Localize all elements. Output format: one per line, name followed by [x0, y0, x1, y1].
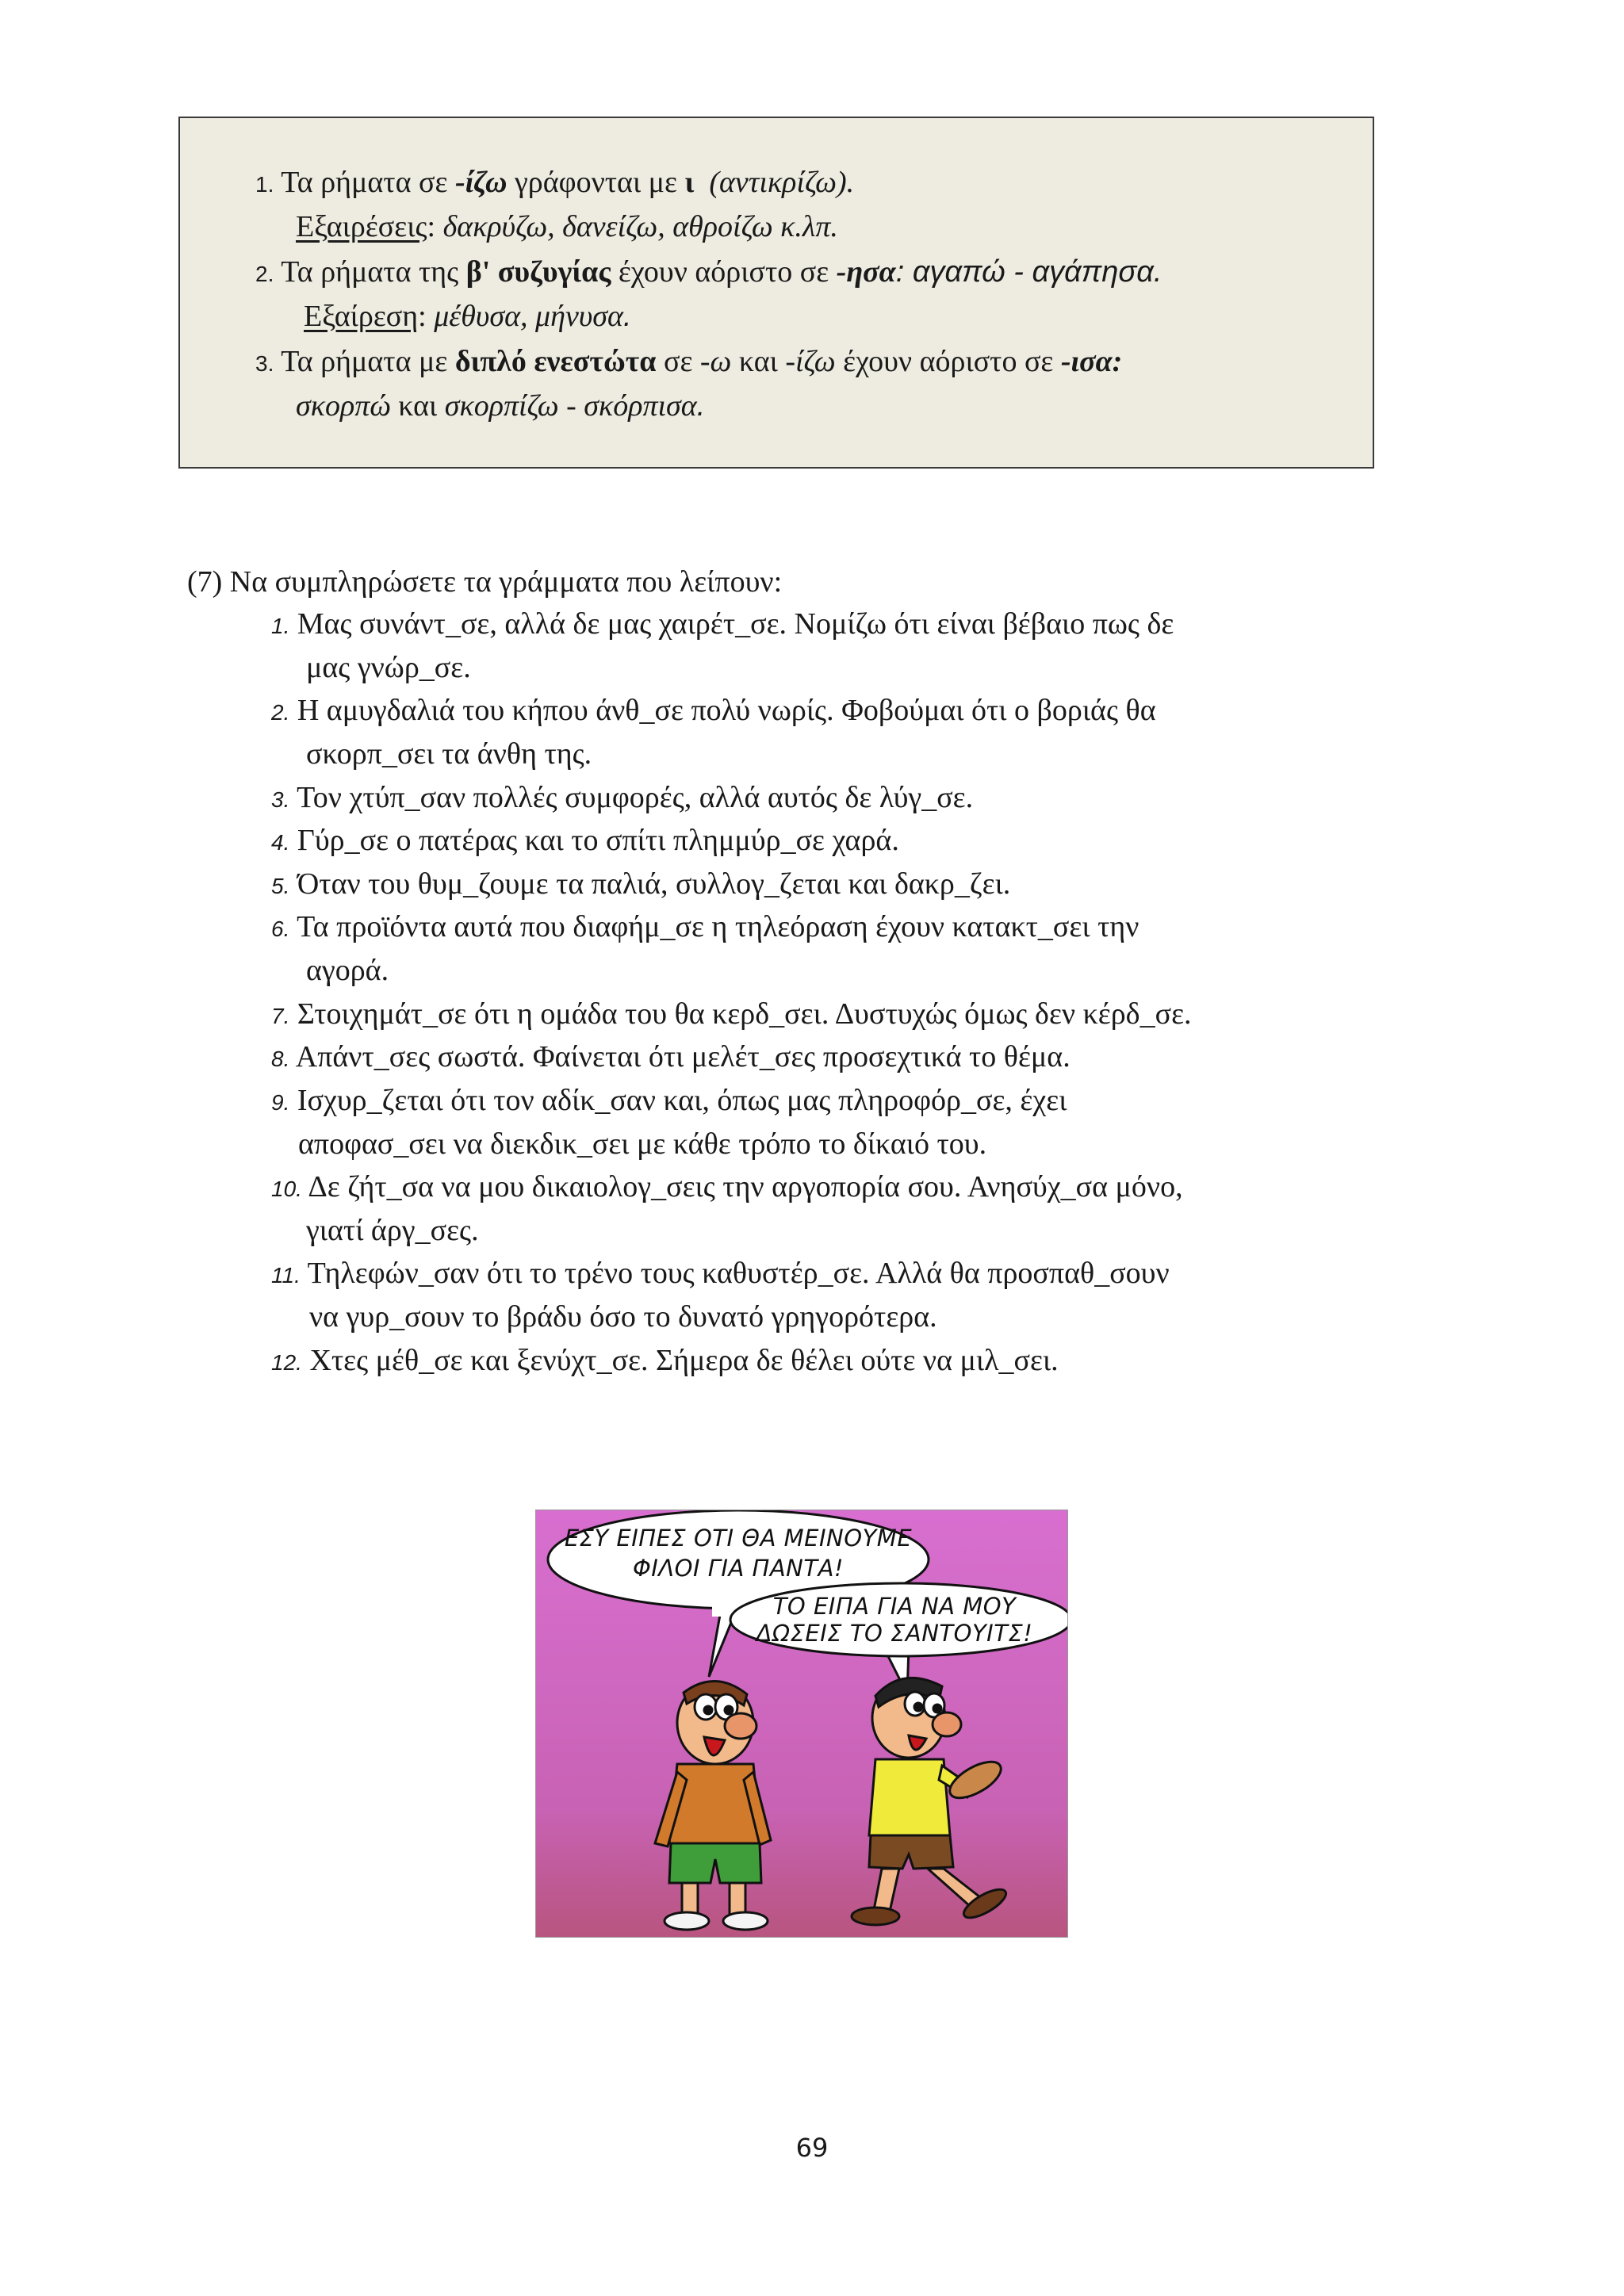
exercise-item-3: 3. Τον χτύπ_σαν πολλές συμφορές, αλλά αυτός δε λύγ_σε. — [271, 781, 974, 814]
rules-box — [178, 117, 1374, 469]
bubble-right-line-1: ΤΟ ΕΙΠΑ ΓΙΑ ΝΑ ΜΟΥ — [772, 1593, 1017, 1620]
exercise-item-11-cont: να γυρ_σουν το βράδυ όσο το δυνατό γρηγορότερα. — [309, 1300, 937, 1334]
rule-1: 1. Τα ρήματα σε -ίζω γράφονται με ι (αντικρίζω). — [255, 166, 855, 199]
rule-2: 2. Τα ρήματα της β' συζυγίας έχουν αόριστο σε -ησα: αγαπώ - αγάπησα. — [255, 255, 1162, 289]
exercise-item-7: 7. Στοιχημάτ_σε ότι η ομάδα του θα κερδ_σει. Δυστυχώς όμως δεν κέρδ_σε. — [271, 997, 1192, 1031]
exercise-item-1-cont: μας γνώρ_σε. — [306, 651, 471, 684]
exercise-item-2: 2. Η αμυγδαλιά του κήπου άνθ_σε πολύ νωρίς. Φοβούμαι ότι ο βοριάς θα — [271, 694, 1156, 727]
exercise-title: (7) Να συμπληρώσετε τα γράμματα που λείπουν: — [187, 565, 783, 599]
exercise-item-6-cont: αγορά. — [306, 954, 389, 987]
bubble-left-line-2: ΦΙΛΟΙ ΓΙΑ ΠΑΝΤΑ! — [632, 1555, 845, 1582]
rule-3: 3. Τα ρήματα με διπλό ενεστώτα σε -ω και -ίζω έχουν αόριστο σε -ισα: — [255, 345, 1123, 378]
exercise-item-9-cont: αποφασ_σει να διεκδικ_σει με κάθε τρόπο το δίκαιό του. — [298, 1127, 987, 1161]
exercise-item-5: 5. Όταν του θυμ_ζουμε τα παλιά, συλλογ_ζεται και δακρ_ζει. — [271, 867, 1011, 901]
cartoon-svg — [536, 1510, 1067, 1937]
exercise-item-1: 1. Μας συνάντ_σε, αλλά δε μας χαιρέτ_σε. Νομίζω ότι είναι βέβαιο πως δε — [271, 607, 1174, 641]
bubble-left-line-1: ΕΣΥ ΕΙΠΕΣ ΟΤΙ ΘΑ ΜΕΙΝΟΥΜΕ — [564, 1525, 913, 1552]
exercise-item-11: 11. Τηλεφών_σαν ότι το τρένο τους καθυστέρ_σε. Αλλά θα προσπαθ_σουν — [271, 1257, 1170, 1290]
exercise-item-4: 4. Γύρ_σε ο πατέρας και το σπίτι πλημμύρ_σε χαρά. — [271, 824, 899, 857]
exercise-item-10: 10. Δε ζήτ_σα να μου δικαιολογ_σεις την αργοπορία σου. Ανησύχ_σα μόνο, — [271, 1170, 1183, 1203]
cartoon-illustration — [535, 1510, 1068, 1938]
exercise-item-8: 8. Απάντ_σες σωστά. Φαίνεται ότι μελέτ_σες προσεχτικά το θέμα. — [271, 1040, 1071, 1073]
exercise-item-12: 12. Χτες μέθ_σε και ξενύχτ_σε. Σήμερα δε θέλει ούτε να μιλ_σει. — [271, 1344, 1059, 1377]
exercise-item-6: 6. Τα προϊόντα αυτά που διαφήμ_σε η τηλεόραση έχουν κατακτ_σει την — [271, 910, 1139, 943]
rule-1-exceptions: Εξαιρέσεις: δακρύζω, δανείζω, αθροίζω κ.λπ. — [296, 210, 838, 243]
exercise-item-10-cont: γιατί άργ_σες. — [306, 1214, 479, 1247]
exercise-item-9: 9. Ισχυρ_ζεται ότι τον αδίκ_σαν και, όπως μας πληροφόρ_σε, έχει — [271, 1084, 1067, 1117]
rule-2-exception: Εξαίρεση: μέθυσα, μήνυσα. — [304, 300, 632, 333]
page-number: 69 — [795, 2133, 829, 2163]
exercise-item-2-cont: σκορπ_σει τα άνθη της. — [306, 737, 592, 771]
bubble-right-line-2: ΔΩΣΕΙΣ ΤΟ ΣΑΝΤΟΥΙΤΣ! — [756, 1620, 1033, 1647]
rule-3-example: σκορπώ και σκορπίζω - σκόρπισα. — [296, 389, 706, 423]
